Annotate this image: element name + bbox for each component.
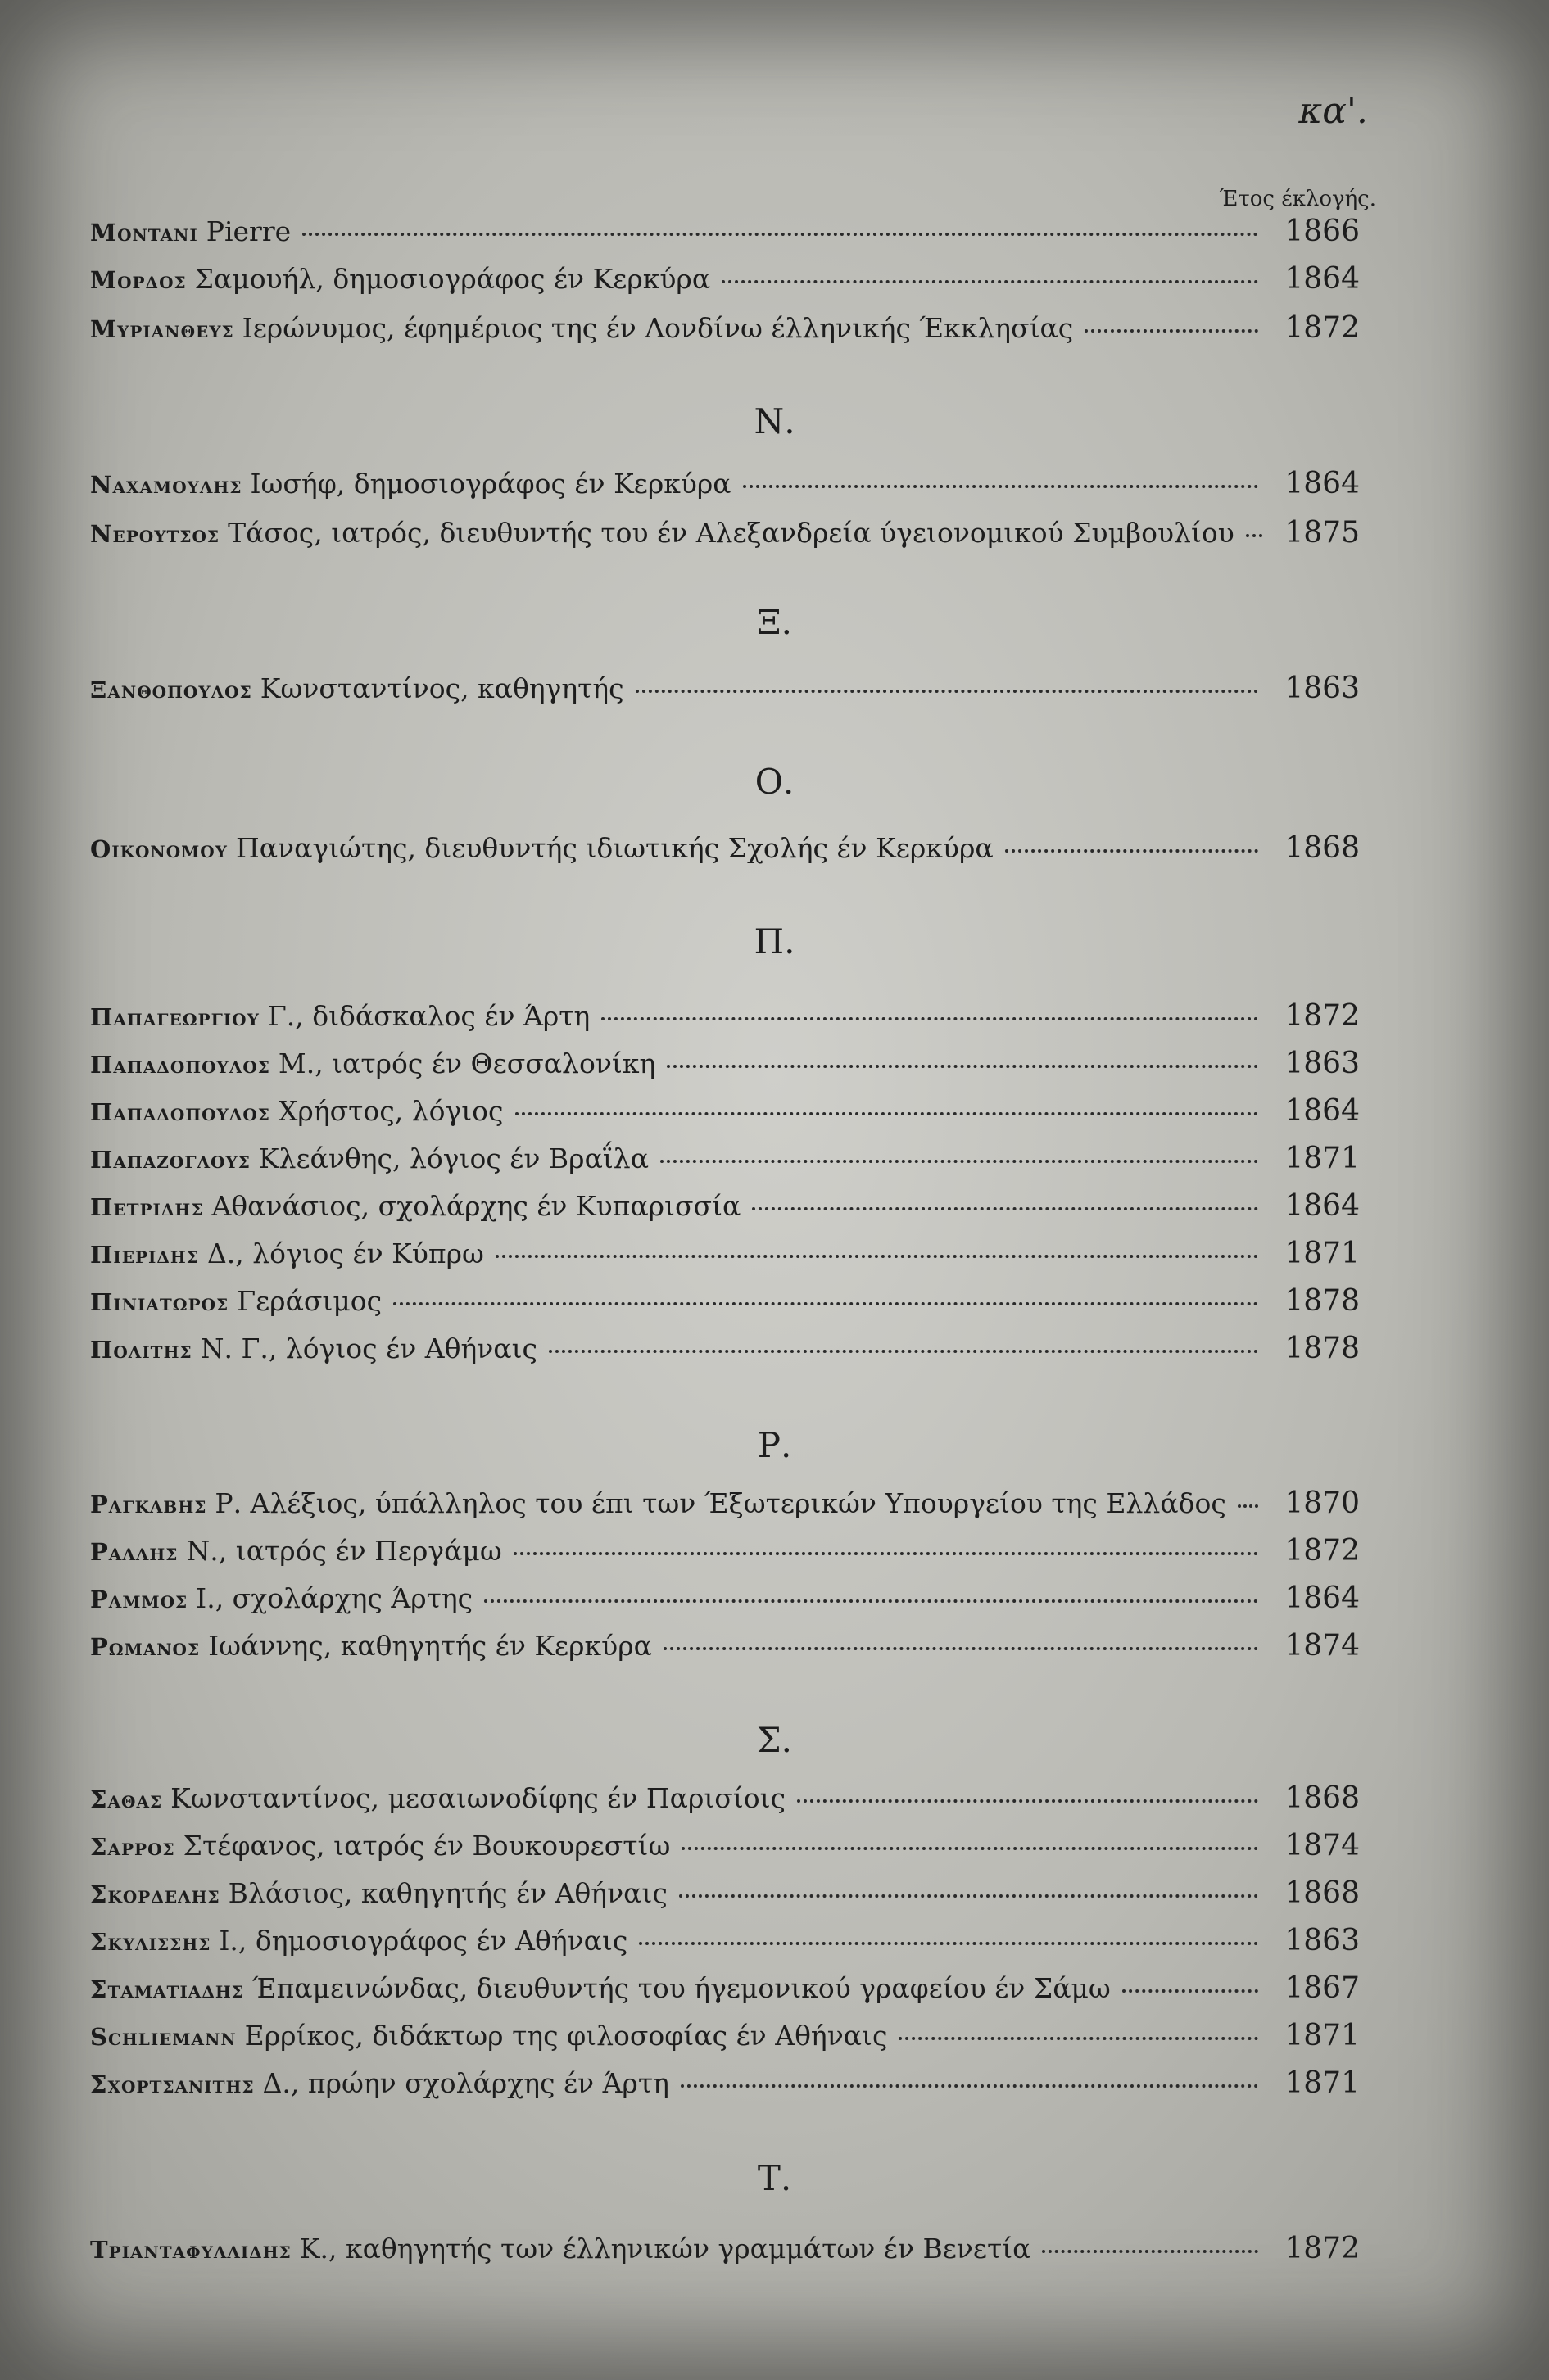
entry-name: Σκορδελης (90, 1880, 220, 1908)
entry-name: Πινιατωρος (90, 1288, 229, 1316)
list-item (90, 1189, 1360, 1238)
entry-year: 1864 (1284, 262, 1360, 296)
entry-description: Ι., σχολάρχης Άρτης (196, 1582, 473, 1614)
entry-year: 1872 (1284, 2232, 1360, 2265)
dot-leader (393, 1302, 1258, 1305)
list-item (90, 215, 1360, 264)
page-number: κα'. (1298, 90, 1368, 132)
entry-year: 1863 (1284, 672, 1360, 705)
section-letter: Τ. (757, 2158, 792, 2198)
dot-leader (549, 1350, 1258, 1353)
entry-name: Ραμμος (90, 1586, 188, 1613)
list-item (90, 262, 1360, 311)
list-item (90, 2232, 1360, 2281)
entry-year: 1866 (1284, 215, 1360, 248)
section-letter: Π. (754, 921, 795, 962)
entry-description: Pierre (206, 215, 292, 247)
entry-year: 1874 (1284, 1629, 1360, 1663)
list-item (90, 1142, 1360, 1191)
list-item (90, 672, 1360, 721)
entry-description: Δ., λόγιος έν Κύπρω (206, 1238, 484, 1269)
entry-description: Ιωσήφ, δημοσιογράφος έν Κερκύρα (250, 468, 731, 500)
dot-leader (682, 1847, 1258, 1850)
entry-year: 1868 (1284, 1876, 1360, 1910)
entry-name: Schliemann (90, 2023, 237, 2051)
entry-name: Σαθας (90, 1785, 163, 1813)
entry-year: 1871 (1284, 1237, 1360, 1270)
list-item (90, 1581, 1360, 1631)
list-item (90, 516, 1360, 565)
dot-leader (667, 1065, 1258, 1068)
entry-name: Παπαδοπουλος (90, 1098, 270, 1126)
entry-year: 1863 (1284, 1924, 1360, 1957)
entry-description: Στέφανος, ιατρός έν Βουκουρεστίω (183, 1830, 671, 1862)
entry-description: Κ., καθηγητής των έλληνικών γραμμάτων έν Βενετία (299, 2233, 1031, 2265)
dot-leader (514, 1552, 1258, 1555)
entry-year: 1872 (1284, 999, 1360, 1033)
section-letter: Ν. (754, 401, 795, 441)
dot-leader (743, 485, 1258, 488)
entry-name: Μυριανθευς (90, 315, 234, 343)
list-item (90, 1534, 1360, 1583)
entry-description: Δ., πρώην σχολάρχης έν Άρτη (262, 2067, 669, 2099)
entry-name: Παπαζογλους (90, 1146, 251, 1174)
dot-leader (679, 1894, 1258, 1898)
entry-description: Κωνσταντίνος, μεσαιωνοδίφης έν Παρισίοις (170, 1782, 786, 1814)
entry-description: Μ., ιατρός έν Θεσσαλονίκη (278, 1047, 656, 1079)
entry-name: Σκυλισσης (90, 1928, 211, 1956)
entry-description: Ν., ιατρός έν Περγάμω (186, 1535, 502, 1567)
entry-name: Πετριδης (90, 1193, 204, 1221)
entry-year: 1878 (1284, 1332, 1360, 1365)
section-letter: Ξ. (757, 602, 792, 642)
dot-leader (515, 1112, 1259, 1115)
dot-leader (664, 1647, 1258, 1650)
dot-leader (899, 2037, 1258, 2040)
entry-description: Κλεάνθης, λόγιος έν Βραΐλα (258, 1142, 650, 1174)
section-letter: Σ. (756, 1720, 793, 1760)
entry-year: 1864 (1284, 1094, 1360, 1128)
entry-year: 1863 (1284, 1047, 1360, 1080)
entry-year: 1871 (1284, 2066, 1360, 2100)
dot-leader (660, 1160, 1258, 1163)
entry-name: Σχορτσανιτης (90, 2070, 255, 2098)
list-item (90, 1971, 1360, 2020)
list-item (90, 1284, 1360, 1333)
entry-description: Έπαμεινώνδας, διευθυντής του ήγεμονικού γραφείου έν Σάμω (251, 1972, 1111, 2004)
entry-year: 1874 (1284, 1829, 1360, 1862)
entry-name: Μορδος (90, 266, 187, 294)
list-item (90, 1332, 1360, 1381)
list-item (90, 311, 1360, 360)
entry-year: 1868 (1284, 831, 1360, 865)
entry-name: Ρωμανος (90, 1633, 201, 1661)
entry-description: Ι., δημοσιογράφος έν Αθήναις (219, 1925, 628, 1957)
list-item (90, 1924, 1360, 1973)
entry-name: Ραγκαβης (90, 1491, 207, 1518)
entry-year: 1872 (1284, 1534, 1360, 1568)
list-item (90, 999, 1360, 1048)
entry-description: Ιερώνυμος, έφημέριος της έν Λονδίνω έλληνικής Έκκλησίας (242, 312, 1074, 344)
dot-leader (722, 280, 1258, 283)
entry-year: 1867 (1284, 1971, 1360, 2005)
entry-description: Ρ. Αλέξιος, ύπάλληλος του έπι των Έξωτερικών Υπουργείου της Ελλάδος (215, 1487, 1226, 1519)
dot-leader (601, 1017, 1258, 1020)
entry-description: Γ., διδάσκαλος έν Άρτη (267, 1000, 591, 1032)
entry-description: Σαμουήλ, δημοσιογράφος έν Κερκύρα (194, 263, 711, 295)
dot-leader (1246, 534, 1262, 537)
entry-name: Ραλλης (90, 1538, 179, 1566)
entry-name: Παπαδοπουλος (90, 1051, 270, 1079)
list-item (90, 467, 1360, 516)
entry-year: 1872 (1284, 311, 1360, 345)
entry-name: Πολιτης (90, 1336, 192, 1364)
section-letter: Ρ. (757, 1425, 792, 1465)
entry-name: Σταματιαδης (90, 1975, 244, 2003)
entry-description: Γεράσιμος (237, 1285, 383, 1317)
list-item (90, 1876, 1360, 1925)
list-item (90, 831, 1360, 880)
dot-leader (1122, 1989, 1258, 1993)
list-item (90, 1629, 1360, 1678)
entry-name: Τριανταφυλλιδης (90, 2236, 292, 2264)
year-column-header: Έτος έκλογής. (1218, 187, 1376, 211)
entry-description: Βλάσιος, καθηγητής έν Αθήναις (228, 1877, 668, 1909)
entry-year: 1871 (1284, 1142, 1360, 1175)
entry-year: 1864 (1284, 467, 1360, 500)
dot-leader (484, 1599, 1258, 1603)
entry-year: 1875 (1284, 516, 1360, 550)
entry-name: Ξανθοπουλος (90, 676, 252, 704)
entry-name: Οικονομου (90, 835, 228, 863)
entry-year: 1871 (1284, 2019, 1360, 2052)
list-item (90, 1829, 1360, 1878)
entry-name: Πιεριδης (90, 1241, 199, 1269)
dot-leader (681, 2084, 1258, 2088)
entry-description: Ερρίκος, διδάκτωρ της φιλοσοφίας έν Αθήναις (244, 2020, 888, 2052)
section-letter: Ο. (754, 762, 795, 802)
list-item (90, 1486, 1360, 1536)
entry-name: Σαρρος (90, 1833, 175, 1861)
dot-leader (639, 1942, 1258, 1945)
entry-description: Ν. Γ., λόγιος έν Αθήναις (200, 1333, 537, 1364)
dot-leader (1238, 1504, 1258, 1508)
entry-year: 1870 (1284, 1486, 1360, 1520)
entry-year: 1878 (1284, 1284, 1360, 1318)
entry-description: Τάσος, ιατρός, διευθυντής του έν Αλεξανδρεία ύγειονομικού Συμβουλίου (228, 517, 1234, 549)
entry-name: Montani (90, 219, 198, 247)
entry-year: 1864 (1284, 1189, 1360, 1223)
entry-description: Παναγιώτης, διευθυντής ιδιωτικής Σχολής έν Κερκύρα (235, 832, 994, 864)
entry-name: Ναχαμουλης (90, 471, 242, 499)
entry-description: Ιωάννης, καθηγητής έν Κερκύρα (208, 1630, 652, 1662)
dot-leader (1085, 329, 1258, 333)
entry-name: Παπαγεωργιου (90, 1003, 260, 1031)
dot-leader (636, 690, 1258, 693)
entry-description: Χρήστος, λόγιος (278, 1095, 504, 1127)
list-item (90, 1781, 1360, 1830)
entry-description: Αθανάσιος, σχολάρχης έν Κυπαρισσία (211, 1190, 741, 1222)
entry-year: 1864 (1284, 1581, 1360, 1615)
list-item (90, 2066, 1360, 2115)
dot-leader (797, 1799, 1258, 1803)
dot-leader (496, 1255, 1258, 1258)
dot-leader (302, 233, 1258, 236)
list-item (90, 1094, 1360, 1143)
list-item (90, 1237, 1360, 1286)
dot-leader (1005, 849, 1258, 853)
entry-year: 1868 (1284, 1781, 1360, 1815)
entry-name: Νερουτσος (90, 520, 220, 548)
dot-leader (752, 1207, 1258, 1210)
list-item (90, 1047, 1360, 1096)
dot-leader (1042, 2250, 1258, 2253)
list-item (90, 2019, 1360, 2068)
entry-description: Κωνσταντίνος, καθηγητής (260, 672, 624, 704)
